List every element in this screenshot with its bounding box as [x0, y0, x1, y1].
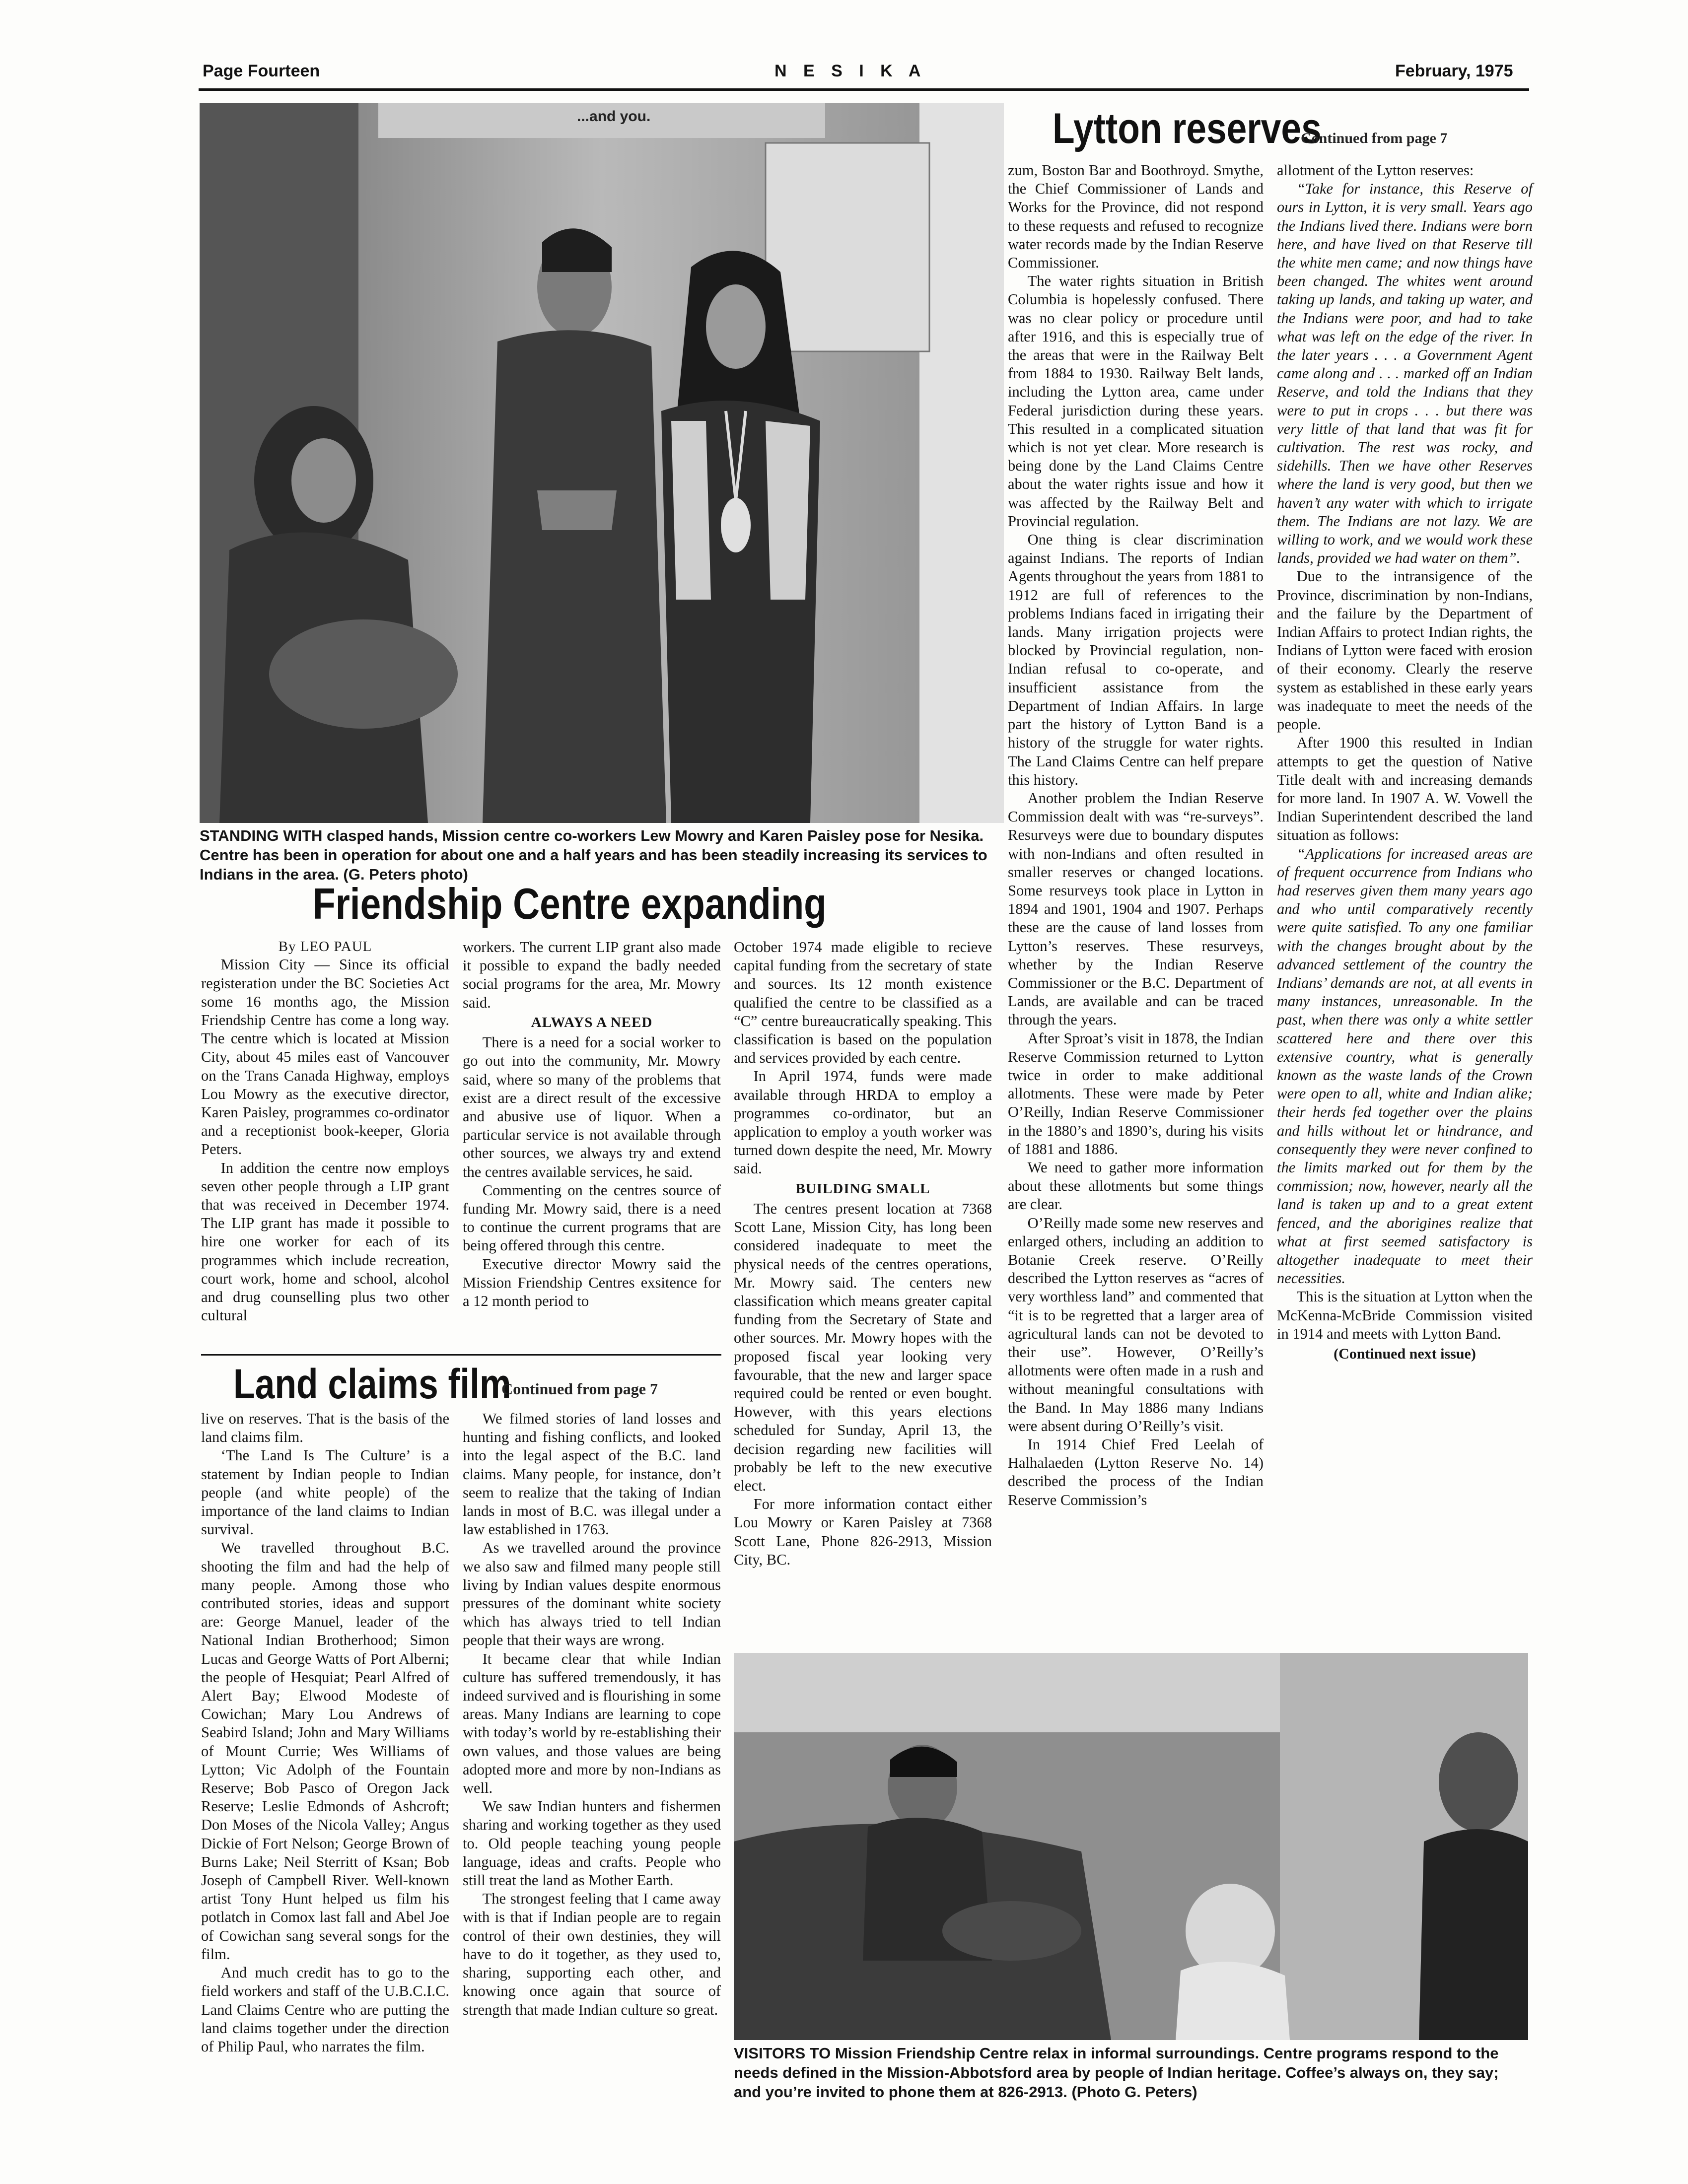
landclaims-para: We filmed stories of land losses and hunting and fishing conflicts, and looked into the legal aspect of the B.C. land claims. Many people, for instance, don’t seem to realize that the taking of Indian lands in most of B.C. was illegal under a law established in 1763. [463, 1410, 721, 1538]
lytton-para: After 1900 this resulted in Indian attempts to get the question of Native Title dealt with and increasing demands for more land. In 1907 A. W. Vowell the Indian Superintendent described the land situation as follows: [1277, 734, 1533, 844]
friendship-headline: Friendship Centre expanding [313, 879, 827, 928]
lytton-para: This is the situation at Lytton when the McKenna-McBride Commission visited in 1914 and meets with Lytton Band. [1277, 1288, 1533, 1342]
friendship-subhead-always-a-need: ALWAYS A NEED [531, 1014, 653, 1030]
lytton-para: O’Reilly made some new reserves and enlarged others, including an addition to Botanie Creek reserve. O’Reilly described the Lytton reserves as “acres of very worthless land” and commented that “it is to be regretted that a larger area of agricultural lands can not be devoted to their use”. However, O’Reilly’s allotments were often made in a rush and without meaningful consultations with the Band. In May 1886 many Indians were absent during O’Reilly’s visit. [1008, 1214, 1264, 1434]
lytton-para: Another problem the Indian Reserve Commission dealt with was “re-surveys”. Resurveys were due to boundary disputes with non-Indians and often resulted in smaller reserves or changed locations. Some resurveys took place in Lytton in 1894 and 1901, 1904 and 1907. Perhaps these are the cause of land losses from Lytton’s reserves. These resurveys, whether by the Indian Reserve Commissioner or the B.C. Department of Lands, are available and can be traced through the years. [1008, 789, 1264, 1028]
lytton-para: allotment of the Lytton reserves: [1277, 162, 1474, 179]
friendship-para: workers. The current LIP grant also made it possible to expand the badly needed social programs for the area, Mr. Mowry said. [463, 939, 721, 1011]
friendship-column-1 [201, 938, 449, 1355]
friendship-para: Executive director Mowry said the Mission Friendship Centres exsitence for a 12 month period to [463, 1255, 721, 1310]
friendship-subhead-building-small: BUILDING SMALL [795, 1180, 930, 1197]
lytton-column-2 [1277, 161, 1533, 1653]
visitors-photo-caption: VISITORS TO Mission Friendship Centre relax in informal surroundings. Centre programs respond to the needs defined in the Mission-Abbotsford area by people of Indian heritage. Coffee’s always on, they say; and you’re invited to phone them at 826-2913. (Photo G. Peters) [734, 2045, 1499, 2101]
section-divider [201, 1354, 721, 1356]
visitors-photo-image [734, 1653, 1528, 2040]
lytton-para: We need to gather more information about these allotments but some things are clear. [1008, 1159, 1264, 1213]
lytton-continued-next: (Continued next issue) [1334, 1346, 1476, 1362]
wall-sign: ...and you. [577, 108, 651, 125]
friendship-column-3 [734, 938, 992, 1643]
lytton-quote-chief-leelah: “Take for instance, this Reserve of ours in Lytton, it is very small. Years ago the Indians lived there. Indians were born here, and have lived on that Reserve till the white men came; and now things have been changed. The whites went around taking up lands, and taking up water, and the Indians were poor, and had to take what was left on the edge of the river. In the later years . . . a Government Agent came along and . . . marked off an Indian Reserve, and told the Indians that they were to put in crops . . . but there was very little of that land that was fit for cultivation. The rest was rocky, and sidehills. Then we have other Reserves where the land is very good, but then we haven’t any water with which to irrigate them. The Indians are not lazy. We are willing to work, and we would work these lands, provided we had water on them”. [1277, 180, 1533, 567]
friendship-para: There is a need for a social worker to go out into the community, Mr. Mowry said, where so many of the problems that exist are a direct result of the excessive and abusive use of liquor. When a particular service is not available through other sources, we always try and extend the centres available services, he said. [463, 1034, 721, 1180]
friendship-para: In addition the centre now employs seven other people through a LIP grant that was received in December 1974. The LIP grant has made it possible to hire one worker for each of its programmes which include recreation, court work, home and school, alcohol and drug counselling plus two other cultural [201, 1159, 449, 1324]
lytton-quote-vowell: “Applications for increased areas are of frequent occurrence from Indians who had reserves given them many years ago and who until comparatively recently were quite satisfied. To any one familiar with the changes brought about by the advanced settlement of the country the Indians’ demands are not, at all events in many instances, unreasonable. In the past, when there was only a white settler scattered here and there over this extensive country, what is generally known as the waste lands of the Crown were open to all, white and Indian alike; their herds fed together over the plains and hills without let or hindrance, and consequently they were never confined to the limits marked out for them by the commission; now, however, nearly all the land is taken up and to a great extent fenced, and the aborigines realize that what at first seemed satisfactory is altogether inadequate to meet their necessities. [1277, 845, 1533, 1287]
masthead-rule [199, 88, 1529, 91]
landclaims-para: We travelled throughout B.C. shooting the film and had the help of many people. Among those who contributed stories, ideas and support are: George Manuel, leader of the National Indian Brotherhood; Simon Lucas and George Watts of Port Alberni; the people of Hesquiat; Pearl Alfred of Alert Bay; Elwood Modeste of Cowichan; Mary Lou Andrews of Seabird Island; John and Mary Williams of Mount Currie; Wes Williams of Lytton; Vic Adolph of the Fountain Reserve; Bob Pasco of Oregon Jack Reserve; Leslie Edmonds of Ashcroft; Don Moses of the Nicola Valley; Angus Dickie of Fort Nelson; George Brown of Burns Lake; Neil Sterritt of Ksan; Bob Joseph of Campbell River. Well-known artist Tony Hunt helped us film his potlatch in Comox last fall and Abel Joe of Cowichan sang several songs for the film. [201, 1539, 449, 1963]
friendship-para: For more information contact either Lou Mowry or Karen Paisley at 7368 Scott Lane, Phone 826-2913, Mission City, BC. [734, 1496, 992, 1568]
lytton-column-1 [1008, 161, 1264, 1653]
visitors-photo [734, 1653, 1528, 2040]
friendship-para: October 1974 made eligible to recieve capital funding from the secretary of state and sources. Its 12 month existence qualified the centre to be classified as a “C” centre bureaucratically speaking. This classification is based on the population and services provided by each centre. [734, 939, 992, 1067]
landclaims-para: It became clear that while Indian culture has suffered tremendously, it has indeed survived and is flourishing in some areas. Many Indians are learning to cope with today’s world by re-establishing their own values, and those values are being adopted more and more by non-Indians as well. [463, 1650, 721, 1797]
staff-photo-caption: STANDING WITH clasped hands, Mission centre co-workers Lew Mowry and Karen Paisley pose for Nesika. Centre has been in operation for about one and a half years and has been steadily increasing its services to Indians in the area. (G. Peters photo) [200, 827, 987, 883]
landclaims-continued: Continued from page 7 [501, 1380, 658, 1398]
lytton-para: Due to the intransigence of the Province, discrimination by non-Indians, and the failure by the Department of Indian Affairs to protect Indian rights, the Indians of Lytton were faced with erosion of their economy. Clearly the reserve system as established in these early years was inadequate to meet the needs of the people. [1277, 568, 1533, 733]
landclaims-para: And much credit has to go to the field workers and staff of the U.B.C.I.C. Land Claims Centre who are putting the land claims together under the direction of Philip Paul, who narrates the film. [201, 1964, 449, 2055]
landclaims-para: ‘The Land Is The Culture’ is a statement by Indian people to Indian people (and white people) of the importance of the land claims to Indian survival. [201, 1447, 449, 1538]
friendship-para: Mission City — Since its official registeration under the BC Societies Act some 16 months ago, the Mission Friendship Centre has come a long way. The centre which is located at Mission City, about 45 miles east of Vancouver on the Trans Canada Highway, employs Lou Mowry as the executive director, Karen Paisley, programmes co-ordinator and a receptionist book-keeper, Gloria Peters. [201, 956, 449, 1158]
lytton-para: One thing is clear discrimination against Indians. The reports of Indian Agents throughout the years from 1881 to 1912 are full of references to the problems Indians faced in irrigating their lands. Many irrigation projects were blocked by Provincial regulation, non-Indian refusal to co-operate, and insufficient assistance from the Department of Indian Affairs. In large part the history of Lytton Band is a history of the struggle for water rights. The Land Claims Centre can helf prepare this history. [1008, 531, 1264, 788]
staff-photo-image [200, 103, 1004, 823]
staff-photo [200, 103, 1004, 823]
landclaims-para: We saw Indian hunters and fishermen sharing and working together as they used to. Old people teaching young people language, ideas and crafts. People who still treat the land as Mother Earth. [463, 1798, 721, 1889]
friendship-para: Commenting on the centres source of funding Mr. Mowry said, there is a need to continue the current programs that are being offered through this centre. [463, 1181, 721, 1254]
paper-name: N E S I K A [774, 62, 927, 80]
landclaims-column-2 [463, 1410, 721, 2035]
friendship-para: The centres present location at 7368 Scott Lane, Mission City, has long been considered inadequate to meet the physical needs of the centres operations, Mr. Mowry said. The centers new classification which means greater capital funding from the Secretary of State and other sources. Mr. Mowry hopes with the proposed fiscal year looking very favourable, that the new and larger space required could be rented or even bought. However, with this years elections scheduled for Sunday, April 13, the decision regarding new facilities will probably be left to the new executive elect. [734, 1200, 992, 1495]
friendship-para: In April 1974, funds were made available through HRDA to employ a programmes co-ordinator, but an application to employ a youth worker was turned down despite the need, Mr. Mowry said. [734, 1068, 992, 1177]
landclaims-para: The strongest feeling that I came away with is that if Indian people are to regain control of their own destinies, they will have to do it together, as they used to, sharing, supporting each other, and knowing once again that source of strength that made Indian culture so great. [463, 1890, 721, 2018]
issue-date: February, 1975 [1395, 62, 1513, 80]
lytton-para: zum, Boston Bar and Boothroyd. Smythe, the Chief Commissioner of Lands and Works for the Province, did not respond to these requests and refused to recognize water records made by the Indian Reserve Commissioner. [1008, 162, 1264, 272]
lytton-para: In 1914 Chief Fred Leelah of Halhalaeden (Lytton Reserve No. 14) described the process of the Indian Reserve Commission’s [1008, 1436, 1264, 1508]
landclaims-column-1 [201, 1410, 449, 2055]
landclaims-para: live on reserves. That is the basis of the land claims film. [201, 1410, 449, 1446]
friendship-column-2 [463, 938, 721, 1355]
landclaims-headline [233, 1360, 511, 1408]
lytton-continued: Continued from page 7 [1301, 130, 1448, 146]
friendship-byline: By LEO PAUL [278, 939, 372, 955]
lytton-headline: Lytton reserves [1053, 105, 1322, 152]
lytton-para: After Sproat’s visit in 1878, the Indian Reserve Commission returned to Lytton twice in order to make additional allotments. These were made by Peter O’Reilly, Indian Reserve Commissioner in the 1880’s and 1890’s, during his visits of 1881 and 1886. [1008, 1029, 1264, 1158]
page-number: Page Fourteen [203, 62, 320, 80]
landclaims-para: As we travelled around the province we also saw and filmed many people still living by Indian values despite enormous pressures of the dominant white society which has always tried to tell Indian people that their ways are wrong. [463, 1539, 721, 1649]
landclaims-title: Land claims film [233, 1361, 511, 1407]
lytton-para: The water rights situation in British Columbia is hopelessly confused. There was no clear policy or procedure until after 1916, and this is especially true of the areas that were in the Railway Belt from 1884 to 1930. Railway Belt lands, including the Lytton area, came under Federal jurisdiction during these years. This resulted in a complicated situation which is not yet clear. More research is being done by the Land Claims Centre about the water rights issue and how it was affected by the Railway Belt and Provincial regulation. [1008, 273, 1264, 530]
